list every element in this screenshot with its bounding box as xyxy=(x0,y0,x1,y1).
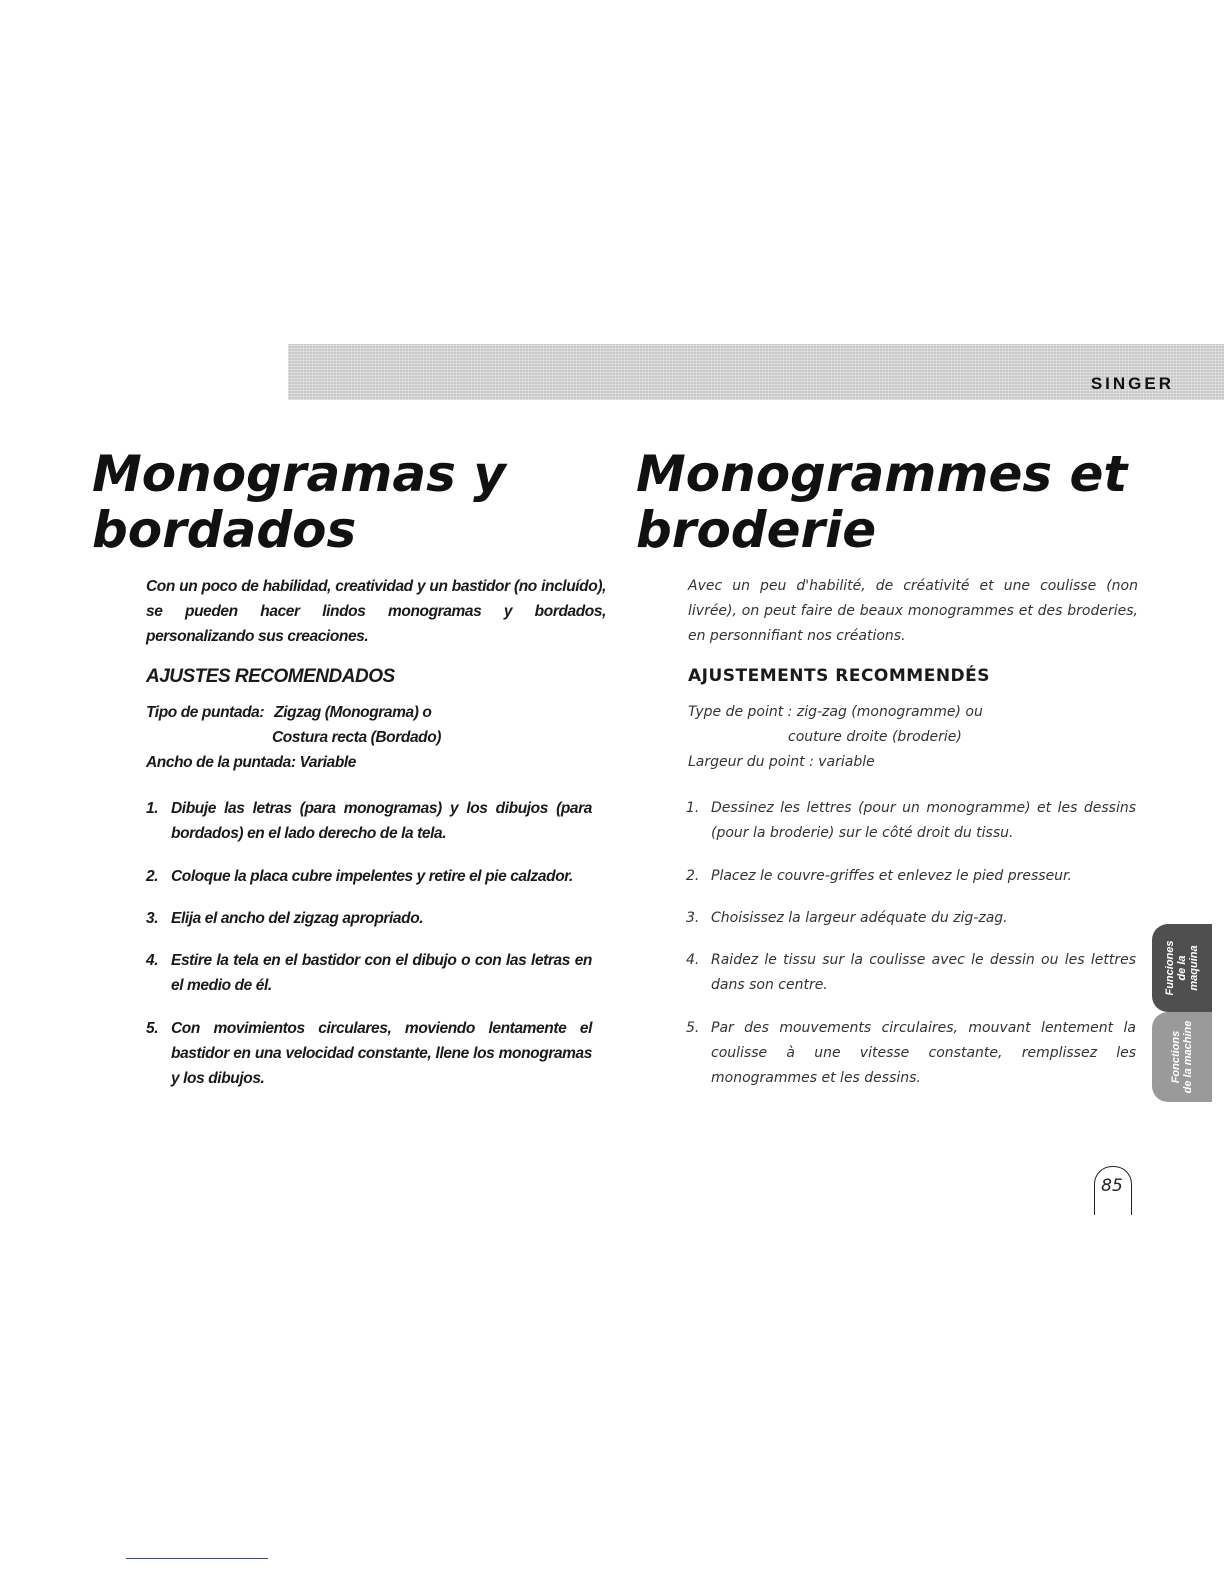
step-es-1-text: Dibuje las letras (para monogramas) y los dibujos (para bordados) en el lado derecho de la tela. xyxy=(171,800,592,842)
intro-fr xyxy=(688,574,1138,649)
step-fr-5-text: Par des mouvements circulaires, mouvant lentement la coulisse à une vitesse constante, remplissez les monogrammes et les dessins. xyxy=(711,1020,1136,1086)
step-fr-2-num: 2. xyxy=(686,868,700,884)
stitch-value-fr-2: couture droite (broderie) xyxy=(788,729,962,745)
step-es-4-num: 4. xyxy=(146,952,159,969)
settings-heading-es: AJUSTES RECOMENDADOS xyxy=(146,666,395,687)
step-es-3-text: Elija el ancho del zigzag apropriado. xyxy=(171,910,424,927)
step-fr-1-num: 1. xyxy=(686,800,700,816)
settings-fr xyxy=(688,700,983,775)
step-es-2-num: 2. xyxy=(146,868,159,885)
step-fr-5 xyxy=(686,1016,1136,1091)
step-es-4 xyxy=(146,948,592,998)
section-tab-es-line1: Funciones xyxy=(1164,940,1176,996)
header-band xyxy=(288,344,1224,400)
step-fr-1-text: Dessinez les lettres (pour un monogramme) et les dessins (pour la broderie) sur le côté droit du tissu. xyxy=(711,800,1136,841)
stitch-label-es: Tipo de puntada: xyxy=(146,704,265,721)
title-fr-line2: broderie xyxy=(636,501,877,559)
step-es-2-text: Coloque la placa cubre impelentes y retire el pie calzador. xyxy=(171,868,573,885)
step-fr-4-text: Raidez le tissu sur la coulisse avec le dessin ou les lettres dans son centre. xyxy=(711,952,1136,993)
title-es-line2: bordados xyxy=(92,501,357,559)
section-tab-es[interactable] xyxy=(1152,924,1212,1012)
section-tab-fr-line2: de la machine xyxy=(1182,1020,1194,1094)
step-es-2 xyxy=(146,864,592,889)
section-tab-es-label xyxy=(1164,940,1200,995)
stitch-value-fr-1: zig-zag (monogramme) ou xyxy=(796,704,983,720)
page-number: 85 xyxy=(1101,1176,1123,1196)
step-es-3-num: 3. xyxy=(146,910,159,927)
settings-heading-fr: AJUSTEMENTS RECOMMENDÉS xyxy=(688,666,991,686)
section-tab-fr[interactable] xyxy=(1152,1012,1212,1102)
intro-text-fr: Avec un peu d'habilité, de créativité et une coulisse (non livrée), on peut faire de beaux monogrammes et des broderies, en personnifiant nos créations. xyxy=(688,578,1138,644)
stitch-value-es-1: Zigzag (Monograma) o xyxy=(274,704,432,721)
step-fr-2-text: Placez le couvre-griffes et enlevez le pied presseur. xyxy=(711,868,1072,884)
step-fr-2 xyxy=(686,864,1136,889)
footer-rule xyxy=(126,1558,268,1559)
step-es-5-num: 5. xyxy=(146,1020,159,1037)
title-es-line1: Monogramas y xyxy=(92,445,506,503)
section-tab-es-line3: maquina xyxy=(1188,945,1200,991)
step-fr-3-text: Choisissez la largeur adéquate du zig-zag. xyxy=(711,910,1008,926)
step-es-1-num: 1. xyxy=(146,800,159,817)
page-title-fr xyxy=(636,446,1196,558)
intro-es xyxy=(146,574,606,649)
step-es-3 xyxy=(146,906,592,931)
step-fr-3-num: 3. xyxy=(686,910,700,926)
step-fr-4 xyxy=(686,948,1136,998)
intro-text-es: Con un poco de habilidad, creatividad y un bastidor (no incluído), se pueden hacer lindos monogramas y bordados, personalizando sus creaciones. xyxy=(146,578,606,645)
settings-es xyxy=(146,700,441,775)
width-line-es: Ancho de la puntada: Variable xyxy=(146,754,357,771)
width-line-fr: Largeur du point : variable xyxy=(688,754,875,770)
step-fr-5-num: 5. xyxy=(686,1020,700,1036)
brand-logo: SINGER xyxy=(1090,374,1174,393)
section-tab-fr-line1: Fonctions xyxy=(1170,1030,1182,1084)
step-fr-3 xyxy=(686,906,1136,931)
step-fr-4-num: 4. xyxy=(686,952,700,968)
stitch-label-fr: Type de point : xyxy=(688,704,797,720)
stitch-value-es-2: Costura recta (Bordado) xyxy=(272,729,442,746)
step-es-4-text: Estire la tela en el bastidor con el dibujo o con las letras en el medio de él. xyxy=(171,952,592,994)
step-es-5-text: Con movimientos circulares, moviendo lentamente el bastidor en una velocidad constante, llene los monogramas y los dibujos. xyxy=(171,1020,592,1087)
title-fr-line1: Monogrammes et xyxy=(636,445,1128,503)
step-fr-1 xyxy=(686,796,1136,846)
page-title-es xyxy=(92,446,562,558)
section-tab-fr-label xyxy=(1170,1021,1194,1094)
step-es-5 xyxy=(146,1016,592,1091)
section-tab-es-line2: de la xyxy=(1176,955,1188,981)
step-es-1 xyxy=(146,796,592,846)
